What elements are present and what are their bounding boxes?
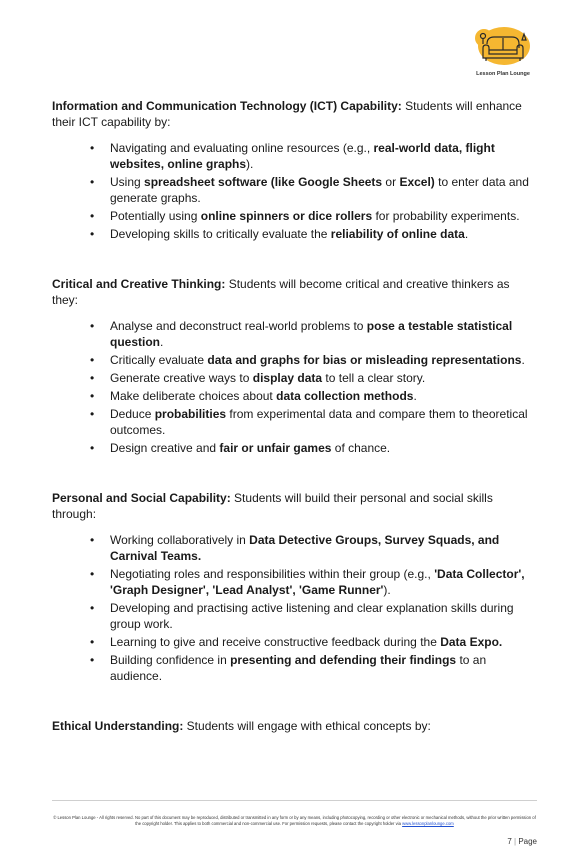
- bold-text: fair or unfair games: [219, 441, 332, 455]
- bold-text: display data: [252, 371, 323, 385]
- list-item: [52, 634, 537, 650]
- section-heading: Information and Communication Technology (ICT) Capability:: [52, 99, 402, 113]
- bold-text: real-world data, flight websites, online graphs: [110, 141, 495, 171]
- bold-text: data collection methods: [276, 389, 414, 403]
- section-heading: Critical and Creative Thinking:: [52, 277, 226, 291]
- sofa-logo-icon: [474, 26, 532, 70]
- text: Negotiating roles and responsibilities within their group (e.g.,: [110, 567, 435, 581]
- bold-text: pose a testable statistical question: [110, 319, 513, 349]
- text: Design creative and: [110, 441, 220, 455]
- page-separator: |: [514, 837, 517, 846]
- text: Critically evaluate: [110, 353, 208, 367]
- text: Using: [110, 175, 145, 189]
- bold-text: spreadsheet software (like Google Sheets: [144, 175, 383, 189]
- section-heading: Personal and Social Capability:: [52, 491, 231, 505]
- bold-text: Data Detective Groups, Survey Squads, and Carnival Teams.: [110, 533, 500, 563]
- lesson-plan-lounge-logo: [470, 26, 536, 86]
- bold-text: 'Data Collector', 'Graph Designer', 'Lead Analyst', 'Game Runner': [110, 567, 525, 597]
- capability-section: [52, 490, 537, 684]
- text: Developing and practising active listening and clear explanation skills during group work.: [110, 601, 514, 631]
- text: Make deliberate choices about: [110, 389, 277, 403]
- page-label: Page: [518, 837, 537, 846]
- list-item: [52, 352, 537, 368]
- bullet-list: [52, 532, 537, 684]
- list-item: [52, 226, 537, 242]
- capability-section: [52, 276, 537, 456]
- section-intro: [52, 276, 537, 308]
- section-heading: Ethical Understanding:: [52, 719, 184, 733]
- text: Building confidence in: [110, 653, 231, 667]
- list-item: [52, 370, 537, 386]
- text: Navigating and evaluating online resources (e.g.,: [110, 141, 374, 155]
- text: or: [382, 175, 400, 189]
- list-item: [52, 652, 537, 684]
- section-intro-text: Students will engage with ethical concepts by:: [183, 719, 431, 733]
- section-intro-text: Students will enhance their ICT capability by:: [52, 99, 522, 129]
- section-intro: [52, 490, 537, 522]
- list-item: [52, 600, 537, 632]
- text: to tell a clear story.: [322, 371, 426, 385]
- text: Deduce: [110, 407, 155, 421]
- document-body: [52, 98, 537, 768]
- text: for probability experiments.: [372, 209, 520, 223]
- list-item: [52, 140, 537, 172]
- bullet-list: [52, 140, 537, 242]
- bold-text: data and graphs for bias or misleading representations: [207, 353, 522, 367]
- text: Working collaboratively in: [110, 533, 250, 547]
- page-number: [507, 837, 537, 846]
- list-item: [52, 174, 537, 206]
- text: ).: [383, 583, 391, 597]
- list-item: [52, 318, 537, 350]
- footer-divider: [52, 800, 537, 801]
- list-item: [52, 406, 537, 438]
- website-link[interactable]: www.lessonplanlounge.com: [402, 820, 454, 826]
- list-item: [52, 566, 537, 598]
- bold-text: online spinners or dice rollers: [200, 209, 373, 223]
- bullet-list: [52, 318, 537, 456]
- text: Generate creative ways to: [110, 371, 253, 385]
- text: .: [160, 335, 164, 349]
- text: Learning to give and receive constructive feedback during the: [110, 635, 441, 649]
- section-intro: [52, 98, 537, 130]
- section-intro-text: Students will build their personal and social skills through:: [52, 491, 493, 521]
- text: Potentially using: [110, 209, 201, 223]
- list-item: [52, 440, 537, 456]
- text: Developing skills to critically evaluate the: [110, 227, 331, 241]
- text: .: [521, 353, 525, 367]
- text: to enter data and generate graphs.: [110, 175, 529, 205]
- section-intro: [52, 718, 537, 734]
- text: Analyse and deconstruct real-world problems to: [110, 319, 367, 333]
- bold-text: presenting and defending their findings: [230, 653, 457, 667]
- section-intro-text: Students will become critical and creative thinkers as they:: [52, 277, 510, 307]
- text: .: [464, 227, 469, 241]
- bold-text: Data Expo.: [440, 635, 503, 649]
- list-item: [52, 532, 537, 564]
- text: .: [413, 389, 417, 403]
- page-number-value: 7: [507, 837, 512, 846]
- text: ).: [246, 157, 254, 171]
- bold-text: reliability of online data: [330, 227, 465, 241]
- text: from experimental data and compare them to theoretical outcomes.: [110, 407, 528, 437]
- text: to an audience.: [110, 653, 487, 683]
- list-item: [52, 208, 537, 224]
- text: of chance.: [331, 441, 391, 455]
- copyright-footer: [52, 815, 537, 826]
- capability-section: [52, 98, 537, 242]
- copyright-text: © Lesson Plan Lounge - All rights reserved. No part of this document may be reproduced, distributed or transmitted in any form or by any means, including photocopying, recording or other electronic or mechanical methods, without the prior written permission of the copyright holder. This applies to both commercial and non-commercial use. For permission requests, please contact the copyright holder via: [53, 815, 536, 826]
- bold-text: probabilities: [154, 407, 227, 421]
- logo-text: Lesson Plan Lounge: [476, 71, 530, 77]
- capability-section: [52, 718, 537, 734]
- list-item: [52, 388, 537, 404]
- bold-text: Excel): [399, 175, 435, 189]
